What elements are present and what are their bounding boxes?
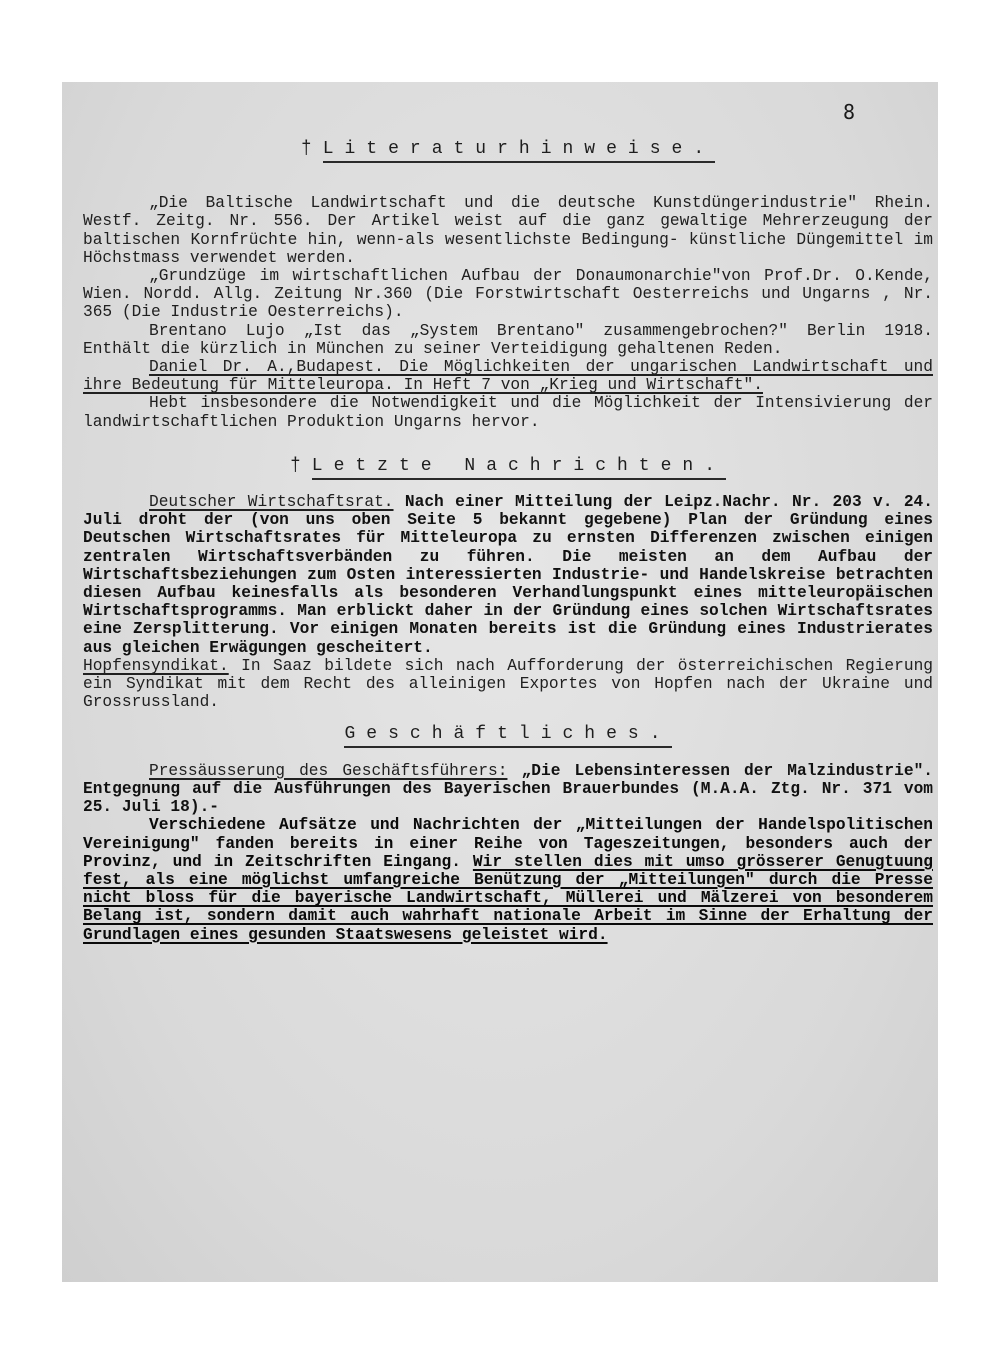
business-item-title: Pressäusserung des Geschäftsführers: bbox=[149, 761, 508, 780]
literature-entry: Daniel Dr. A.,Budapest. Die Möglichkeiten der ungarischen Landwirtschaft und ihre Bedeutung für Mitteleuropa. In Heft 7 von „Krieg und Wirtschaft". bbox=[83, 358, 933, 395]
section-heading-literature bbox=[83, 140, 933, 158]
section-heading-business bbox=[83, 725, 933, 743]
business-item-text: „Die Lebensinteressen der Malzindustrie". Entgegnung auf die Ausführungen des Bayerischen Brauerbundes (M.A.A. Ztg. Nr. 371 vom 25. Juli 18).- bbox=[83, 761, 933, 817]
news-item-title: Deutscher Wirtschaftsrat. bbox=[149, 493, 394, 512]
literature-entry: Hebt insbesondere die Notwendigkeit und die Möglichkeit der Intensivierung der landwirtschaftlichen Produktion Ungarns hervor. bbox=[83, 394, 933, 431]
dagger-mark: † bbox=[300, 139, 323, 159]
news-item-text: Nach einer Mitteilung der Leipz.Nachr. Nr. 203 v. 24. Juli droht der (von uns oben Seite 5 bekannt gegebene) Plan der Gründung eines Deutschen Wirtschaftsrates für Mitteleuropa zu ernsten Differenzen zwischen einigen zentralen Wirtschaftsverbänden zu führen. Die meisten an dem Aufbau der Wirtschaftsbeziehungen zum Osten interessierten Industrie- und Handelskreise betrachten diesen Aufbau keinesfalls als besonderen Verhandlungspunkt eines mitteleuropäischen Wirtschaftsprogramms. Man erblickt daher in der Gründung eines solchen Wirtschaftsrates eine Zersplitterung. Vor einigen Monaten bereits ist die Gründung eines Industrierates aus gleichen Erwägungen gescheitert. bbox=[83, 493, 933, 657]
section-heading-latest-news bbox=[83, 457, 933, 475]
news-item-text: In Saaz bildete sich nach Aufforderung der österreichischen Regierung ein Syndikat mit dem Recht des alleinigen Exportes von Hopfen nach der Ukraine und Grossrussland. bbox=[83, 656, 933, 712]
business-item-text: Verschiedene Aufsätze und Nachrichten der „Mitteilungen der Handelspolitischen Vereinigung" fanden bereits in einer Reihe von Tageszeitungen, besonders auch der Provinz, und in Zeitschriften Eingang. bbox=[83, 816, 933, 871]
heading-text: Literaturhinweise. bbox=[323, 139, 715, 163]
news-item bbox=[83, 493, 933, 657]
literature-entry: „Grundzüge im wirtschaftlichen Aufbau der Donaumonarchie"von Prof.Dr. O.Kende, Wien. Nordd. Allg. Zeitung Nr.360 (Die Forstwirtschaft Oesterreichs und Ungarns , Nr. 365 (Die Industrie Oesterreichs). bbox=[83, 267, 933, 322]
dagger-mark: † bbox=[289, 455, 312, 476]
heading-text: Geschäftliches. bbox=[344, 724, 671, 748]
business-item-text-underlined: Wir stellen dies mit umso grösserer Genugtuung fest, als eine möglichst umfangreiche Benützung der „Mitteilungen" durch die Presse nicht bloss für die bayerische Landwirtschaft, Müllerei und Mälzerei von besonderem Belang ist, sondern damit auch wahrhaft nationale Arbeit im Sinne der Erhaltung der Grundlagen eines gesunden Staatswesens geleistet wird. bbox=[83, 852, 933, 944]
business-item bbox=[83, 816, 933, 943]
news-item bbox=[83, 657, 933, 712]
news-item-title: Hopfensyndikat. bbox=[83, 656, 229, 675]
literature-entry: „Die Baltische Landwirtschaft und die deutsche Kunstdüngerindustrie" Rhein. Westf. Zeitg. Nr. 556. Der Artikel weist auf die ganz gewaltige Mehrerzeugung der baltischen Kornfrüchte hin, wenn-als wesentlichste Bedingung- künstliche Düngemittel im Höchstmass verwendet werden. bbox=[83, 194, 933, 267]
business-item bbox=[83, 762, 933, 817]
heading-text: Letzte Nachrichten. bbox=[312, 456, 726, 480]
document-body bbox=[83, 140, 933, 944]
page-number: 8 bbox=[843, 100, 856, 124]
literature-entry: Brentano Lujo „Ist das „System Brentano" zusammengebrochen?" Berlin 1918. Enthält die kürzlich in München zu seiner Verteidigung gehaltenen Reden. bbox=[83, 321, 933, 358]
